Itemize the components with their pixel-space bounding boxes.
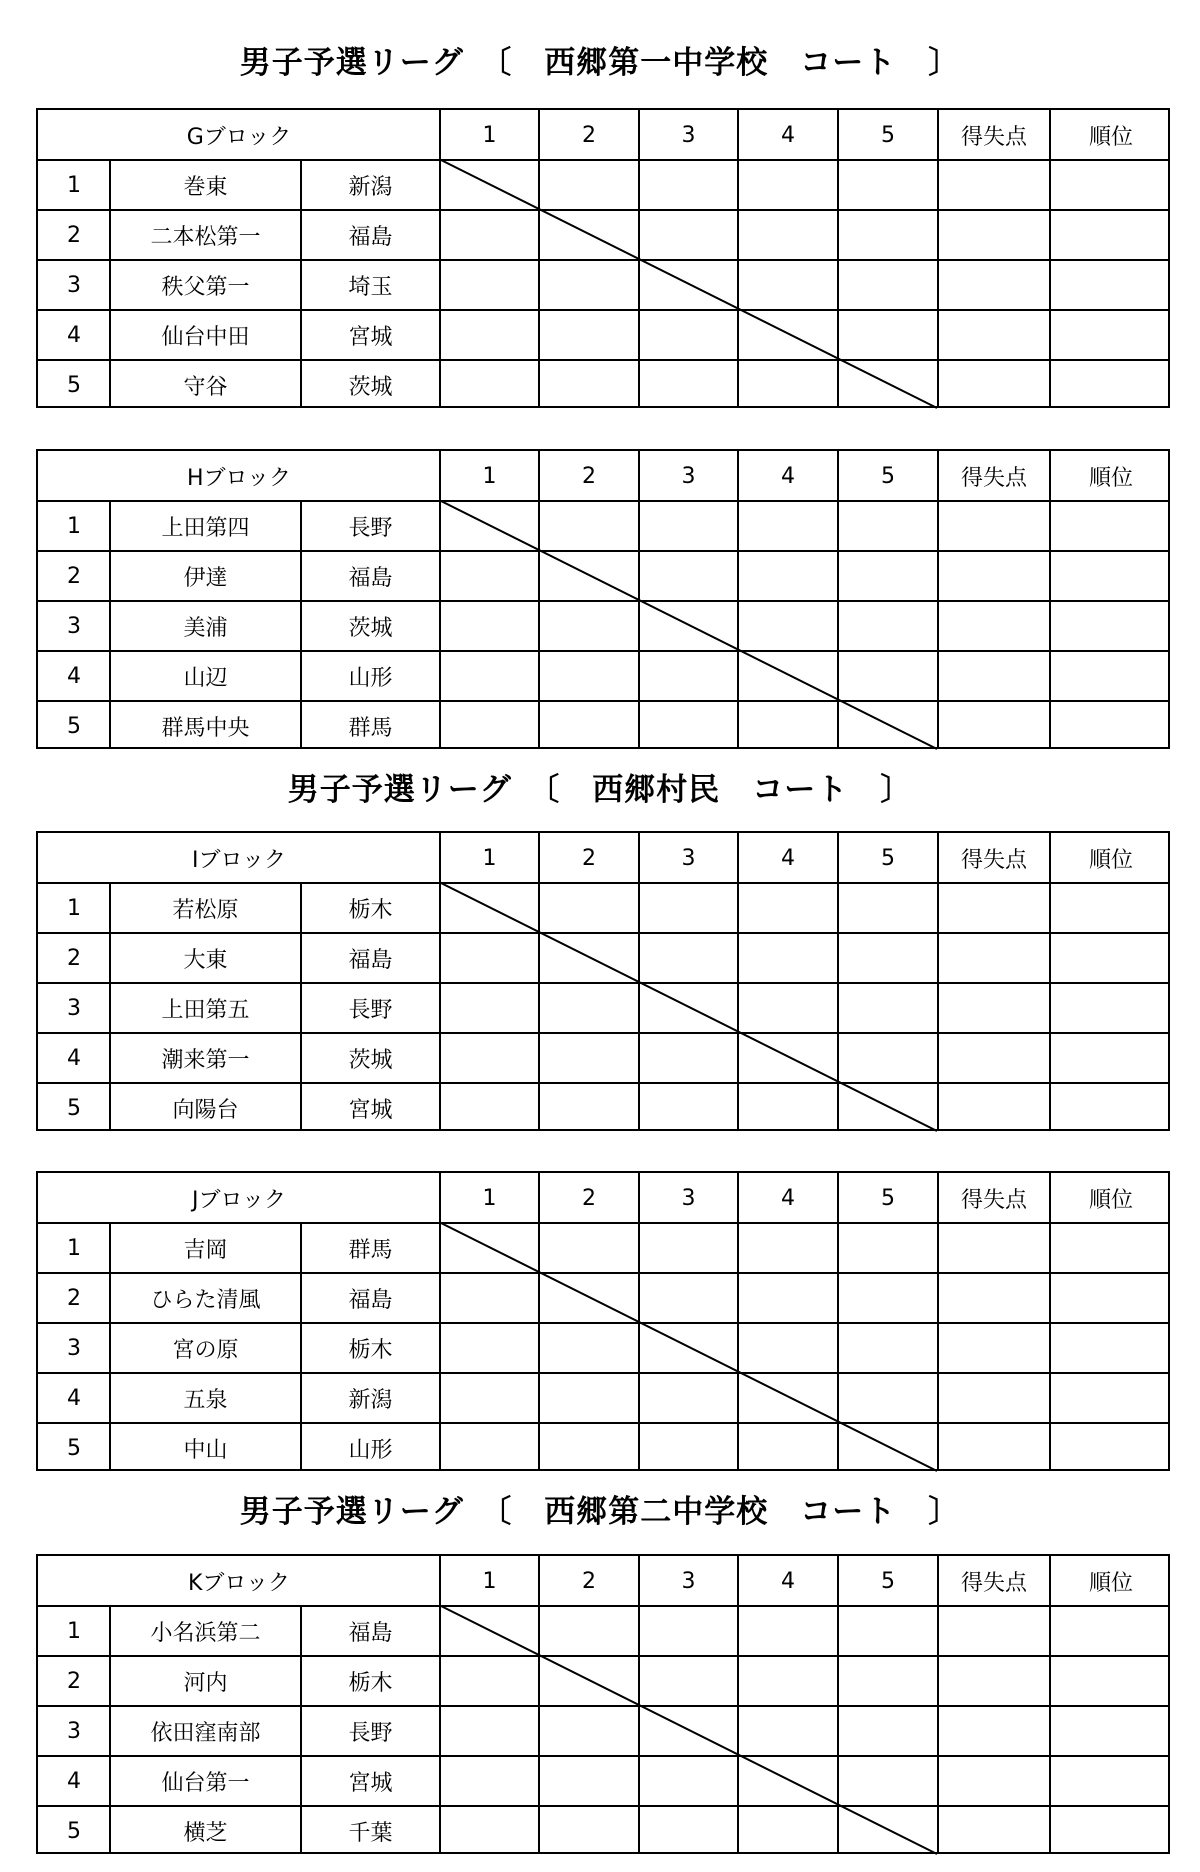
team-prefecture: 茨城 bbox=[348, 1047, 393, 1073]
rank-header: 順位 bbox=[1088, 847, 1133, 873]
team-prefecture: 長野 bbox=[348, 997, 393, 1023]
opponent-column-header: 5 bbox=[881, 1185, 895, 1211]
team-name: 依田窪南部 bbox=[150, 1720, 261, 1746]
opponent-column-header: 5 bbox=[881, 845, 895, 871]
opponent-column-header: 5 bbox=[881, 463, 895, 489]
block-name: Jブロック bbox=[191, 1187, 287, 1213]
opponent-column-header: 4 bbox=[781, 122, 795, 148]
goal-difference-header: 得失点 bbox=[960, 1187, 1027, 1213]
team-number: 3 bbox=[67, 1335, 81, 1361]
team-number: 1 bbox=[67, 1618, 81, 1644]
opponent-column-header: 1 bbox=[482, 122, 497, 148]
team-number: 4 bbox=[67, 663, 81, 689]
team-name: 美浦 bbox=[183, 615, 228, 641]
opponent-column-header: 4 bbox=[781, 1185, 795, 1211]
team-prefecture: 長野 bbox=[348, 1720, 393, 1746]
team-number: 3 bbox=[67, 995, 81, 1021]
team-prefecture: 茨城 bbox=[348, 374, 393, 400]
team-name: 秩父第一 bbox=[161, 274, 250, 300]
team-number: 5 bbox=[67, 1435, 81, 1461]
team-prefecture: 栃木 bbox=[348, 1337, 393, 1363]
team-name: 仙台中田 bbox=[161, 324, 250, 350]
team-prefecture: 福島 bbox=[348, 565, 393, 591]
team-number: 5 bbox=[67, 372, 81, 398]
team-name: 仙台第一 bbox=[161, 1770, 250, 1796]
opponent-column-header: 2 bbox=[582, 845, 596, 871]
team-number: 2 bbox=[67, 945, 81, 971]
team-number: 2 bbox=[67, 1668, 81, 1694]
team-name: 群馬中央 bbox=[161, 715, 250, 741]
opponent-column-header: 2 bbox=[582, 122, 596, 148]
opponent-column-header: 1 bbox=[482, 845, 497, 871]
block-g bbox=[36, 108, 1170, 408]
team-name: 巻東 bbox=[183, 174, 228, 200]
goal-difference-header: 得失点 bbox=[960, 847, 1027, 873]
team-name: 大東 bbox=[183, 947, 228, 973]
team-prefecture: 宮城 bbox=[348, 324, 393, 350]
team-number: 1 bbox=[67, 172, 81, 198]
team-prefecture: 宮城 bbox=[348, 1770, 393, 1796]
opponent-column-header: 3 bbox=[681, 1568, 696, 1594]
opponent-column-header: 2 bbox=[582, 1185, 596, 1211]
block-i bbox=[36, 831, 1170, 1131]
team-prefecture: 長野 bbox=[348, 515, 393, 541]
team-prefecture: 山形 bbox=[348, 1437, 393, 1463]
team-number: 4 bbox=[67, 1045, 81, 1071]
goal-difference-header: 得失点 bbox=[960, 1570, 1027, 1596]
team-name: 若松原 bbox=[172, 897, 239, 923]
opponent-column-header: 1 bbox=[482, 1185, 497, 1211]
opponent-column-header: 2 bbox=[582, 1568, 596, 1594]
opponent-column-header: 5 bbox=[881, 1568, 895, 1594]
opponent-column-header: 4 bbox=[781, 1568, 795, 1594]
team-number: 3 bbox=[67, 272, 81, 298]
team-number: 1 bbox=[67, 513, 81, 539]
block-name: Gブロック bbox=[186, 124, 292, 150]
team-name: 吉岡 bbox=[183, 1237, 228, 1263]
team-name: 五泉 bbox=[183, 1387, 228, 1413]
team-name: 宮の原 bbox=[172, 1337, 239, 1363]
diagonal-line bbox=[439, 159, 937, 408]
rank-header: 順位 bbox=[1088, 1187, 1133, 1213]
team-prefecture: 福島 bbox=[348, 1620, 393, 1646]
diagonal-line bbox=[439, 1222, 937, 1471]
opponent-column-header: 5 bbox=[881, 122, 895, 148]
team-name: 河内 bbox=[183, 1670, 228, 1696]
opponent-column-header: 1 bbox=[482, 463, 497, 489]
opponent-column-header: 3 bbox=[681, 845, 696, 871]
team-number: 2 bbox=[67, 1285, 81, 1311]
team-number: 4 bbox=[67, 1768, 81, 1794]
team-prefecture: 新潟 bbox=[348, 1387, 393, 1413]
court-title-daiichi: 男子予選リーグ 〔 西郷第一中学校 コート 〕 bbox=[239, 45, 961, 81]
block-name: Iブロック bbox=[191, 847, 287, 873]
court-title-sonmin: 男子予選リーグ 〔 西郷村民 コート 〕 bbox=[287, 772, 913, 808]
team-name: ひらた清風 bbox=[150, 1287, 261, 1313]
diagonal-line bbox=[439, 882, 937, 1131]
team-number: 2 bbox=[67, 563, 81, 589]
rank-header: 順位 bbox=[1088, 124, 1133, 150]
team-prefecture: 群馬 bbox=[348, 1237, 393, 1263]
team-number: 1 bbox=[67, 1235, 81, 1261]
team-prefecture: 栃木 bbox=[348, 897, 393, 923]
team-number: 4 bbox=[67, 322, 81, 348]
team-name: 上田第四 bbox=[161, 515, 250, 541]
team-name: 山辺 bbox=[183, 665, 228, 691]
team-number: 3 bbox=[67, 613, 81, 639]
diagonal-line bbox=[439, 500, 937, 749]
team-prefecture: 宮城 bbox=[348, 1097, 393, 1123]
team-number: 4 bbox=[67, 1385, 81, 1411]
team-prefecture: 栃木 bbox=[348, 1670, 393, 1696]
team-name: 潮来第一 bbox=[161, 1047, 250, 1073]
team-name: 横芝 bbox=[183, 1820, 228, 1846]
opponent-column-header: 3 bbox=[681, 463, 696, 489]
block-j bbox=[36, 1171, 1170, 1471]
team-prefecture: 新潟 bbox=[348, 174, 393, 200]
team-name: 向陽台 bbox=[172, 1097, 239, 1123]
team-number: 5 bbox=[67, 1095, 81, 1121]
team-prefecture: 群馬 bbox=[348, 715, 393, 741]
team-prefecture: 福島 bbox=[348, 947, 393, 973]
diagonal-line bbox=[439, 1605, 937, 1854]
team-prefecture: 福島 bbox=[348, 224, 393, 250]
team-name: 上田第五 bbox=[161, 997, 250, 1023]
block-name: Hブロック bbox=[186, 465, 292, 491]
team-name: 伊達 bbox=[183, 565, 228, 591]
team-prefecture: 千葉 bbox=[348, 1820, 393, 1846]
block-name: Kブロック bbox=[188, 1570, 290, 1596]
rank-header: 順位 bbox=[1088, 465, 1133, 491]
team-prefecture: 茨城 bbox=[348, 615, 393, 641]
opponent-column-header: 1 bbox=[482, 1568, 497, 1594]
opponent-column-header: 2 bbox=[582, 463, 596, 489]
team-name: 小名浜第二 bbox=[150, 1620, 261, 1646]
rank-header: 順位 bbox=[1088, 1570, 1133, 1596]
opponent-column-header: 4 bbox=[781, 845, 795, 871]
goal-difference-header: 得失点 bbox=[960, 124, 1027, 150]
team-name: 中山 bbox=[183, 1437, 228, 1463]
court-title-daini: 男子予選リーグ 〔 西郷第二中学校 コート 〕 bbox=[239, 1494, 961, 1530]
team-number: 5 bbox=[67, 713, 81, 739]
team-number: 2 bbox=[67, 222, 81, 248]
team-name: 二本松第一 bbox=[150, 224, 261, 250]
goal-difference-header: 得失点 bbox=[960, 465, 1027, 491]
block-k bbox=[36, 1554, 1170, 1854]
opponent-column-header: 3 bbox=[681, 122, 696, 148]
team-number: 3 bbox=[67, 1718, 81, 1744]
team-prefecture: 福島 bbox=[348, 1287, 393, 1313]
block-h bbox=[36, 449, 1170, 749]
opponent-column-header: 3 bbox=[681, 1185, 696, 1211]
team-name: 守谷 bbox=[183, 374, 228, 400]
team-prefecture: 山形 bbox=[348, 665, 393, 691]
opponent-column-header: 4 bbox=[781, 463, 795, 489]
team-prefecture: 埼玉 bbox=[348, 274, 393, 300]
team-number: 5 bbox=[67, 1818, 81, 1844]
team-number: 1 bbox=[67, 895, 81, 921]
